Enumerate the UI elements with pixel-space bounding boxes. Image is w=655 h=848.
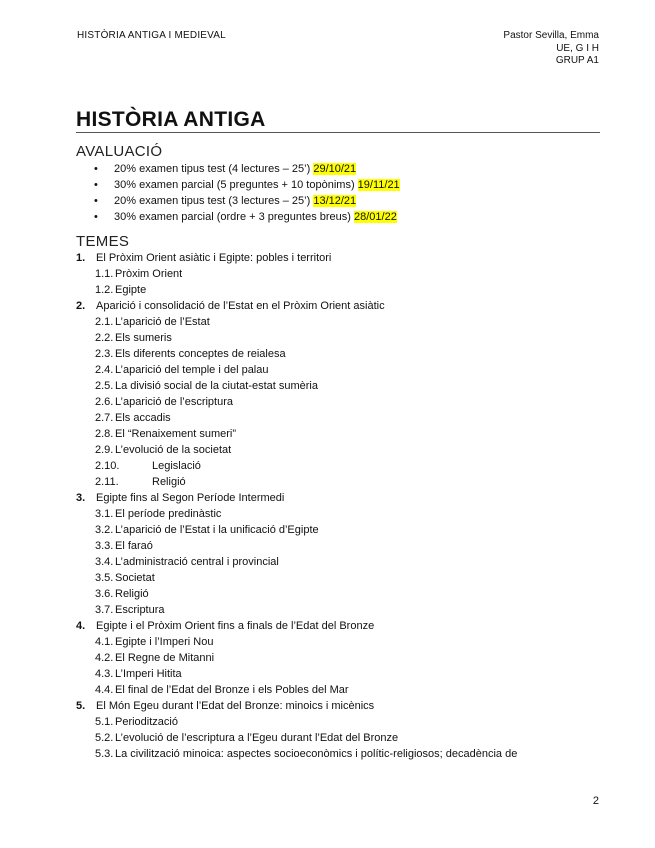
evaluation-item-date: 28/01/22 xyxy=(354,211,397,223)
subtopic-number: 2.9. xyxy=(95,444,114,456)
subtopic-text: L’evolució de l’escriptura a l’Egeu durant l’Edat del Bronze xyxy=(115,732,399,744)
subtopic-number: 3.6. xyxy=(95,588,114,600)
subtopic-number: 3.1. xyxy=(95,508,114,520)
subtopic-number: 3.3. xyxy=(95,540,114,552)
subtopic-text: L’administració central i provincial xyxy=(115,556,279,568)
topic-number: 3. xyxy=(76,492,86,504)
subtopic-text: El Regne de Mitanni xyxy=(115,652,215,664)
subtopic-text: Els sumeris xyxy=(115,332,172,344)
subtopic-text: Religió xyxy=(152,476,186,488)
subtopic-number: 2.11. xyxy=(95,476,119,488)
subtopic-text: L’aparició de l’escriptura xyxy=(115,396,234,408)
subtopic-text: Societat xyxy=(115,572,155,584)
subtopic-number: 3.4. xyxy=(95,556,114,568)
subtopic-number: 1.2. xyxy=(95,284,114,296)
subtopic-text: Pròxim Orient xyxy=(115,268,183,280)
subtopic-text: Egipte xyxy=(115,284,147,296)
subtopic-text: L’aparició del temple i del palau xyxy=(115,364,269,376)
subtopic-number: 2.7. xyxy=(95,412,114,424)
subtopic-number: 5.1. xyxy=(95,716,114,728)
subtopic-text: Els diferents conceptes de reialesa xyxy=(115,348,286,360)
bullet-icon: • xyxy=(94,179,98,191)
subtopic-text: El “Renaixement sumeri” xyxy=(115,428,237,440)
subtopic-text: Religió xyxy=(115,588,149,600)
header-group-line: UE, G I H xyxy=(556,42,599,54)
header-course: HISTÒRIA ANTIGA I MEDIEVAL xyxy=(77,30,226,41)
header-class-line: GRUP A1 xyxy=(555,55,599,66)
subtopic-number: 4.3. xyxy=(95,668,114,680)
evaluation-item-date: 19/11/21 xyxy=(357,179,400,191)
subtopic-number: 2.1. xyxy=(95,316,114,328)
evaluation-item xyxy=(94,193,400,209)
subtopic-text: L’evolució de la societat xyxy=(115,444,232,456)
evaluation-item xyxy=(94,177,400,193)
bullet-icon: • xyxy=(94,195,98,207)
subtopic-text: Egipte i l’Imperi Nou xyxy=(115,636,214,648)
bullet-icon: • xyxy=(94,163,98,175)
evaluation-item-text: 20% examen tipus test (4 lectures – 25’) xyxy=(114,163,314,175)
header-author-block xyxy=(503,30,599,68)
page-number: 2 xyxy=(592,795,599,807)
page-title: HISTÒRIA ANTIGA xyxy=(76,108,266,131)
subtopic-text: La civilització minoica: aspectes socioeconòmics i polític-religiosos; decadència de xyxy=(115,748,518,760)
subtopic-text: Periodització xyxy=(115,716,178,728)
evaluation-item-text: 20% examen tipus test (3 lectures – 25’) xyxy=(114,195,314,207)
subtopic-text: El període predinàstic xyxy=(115,508,222,520)
evaluation-item xyxy=(94,161,400,177)
evaluation-item-text: 30% examen parcial (5 preguntes + 10 topònims) xyxy=(114,179,358,191)
topic-number: 5. xyxy=(76,700,86,712)
subtopic-number: 4.1. xyxy=(95,636,114,648)
subtopic-number: 3.7. xyxy=(95,604,114,616)
topic-title: Egipte fins al Segon Període Intermedi xyxy=(96,492,285,504)
subtopic-number: 2.6. xyxy=(95,396,114,408)
subtopic-number: 3.5. xyxy=(95,572,114,584)
topic-number: 2. xyxy=(76,300,86,312)
subtopic-number: 5.3. xyxy=(95,748,114,760)
subtopic-number: 2.8. xyxy=(95,428,114,440)
subtopic-text: El faraó xyxy=(115,540,153,552)
subtopic-number: 2.5. xyxy=(95,380,114,392)
topic-title: Aparició i consolidació de l’Estat en el Pròxim Orient asiàtic xyxy=(96,300,385,312)
subtopic-number: 4.4. xyxy=(95,684,114,696)
subtopic-text: La divisió social de la ciutat-estat sumèria xyxy=(115,380,318,392)
subtopic-text: L’aparició de l’Estat xyxy=(115,316,210,328)
subtopic-number: 5.2. xyxy=(95,732,114,744)
evaluation-heading: AVALUACIÓ xyxy=(76,143,163,160)
subtopic-text: Escriptura xyxy=(115,604,165,616)
topics-heading: TEMES xyxy=(76,233,130,250)
topic-title: El Món Egeu durant l’Edat del Bronze: minoics i micènics xyxy=(96,700,375,712)
subtopic-text: L’Imperi Hitita xyxy=(115,668,182,680)
evaluation-item-date: 29/10/21 xyxy=(313,163,357,175)
topic-title: El Pròxim Orient asiàtic i Egipte: pobles i territori xyxy=(96,252,332,264)
evaluation-item-text: 30% examen parcial (ordre + 3 preguntes breus) xyxy=(114,211,354,223)
topic-title: Egipte i el Pròxim Orient fins a finals de l’Edat del Bronze xyxy=(96,620,375,632)
subtopic-text: El final de l’Edat del Bronze i els Pobles del Mar xyxy=(115,684,349,696)
subtopic-text: L’aparició de l’Estat i la unificació d’Egipte xyxy=(115,524,319,536)
subtopic-number: 1.1. xyxy=(95,268,114,280)
subtopic-number: 2.2. xyxy=(95,332,114,344)
title-divider xyxy=(76,132,600,133)
subtopic-text: Legislació xyxy=(152,460,201,472)
subtopic-number: 3.2. xyxy=(95,524,114,536)
subtopic-text: Els accadis xyxy=(115,412,171,424)
header-author: Pastor Sevilla, Emma xyxy=(503,30,599,41)
subtopic-number: 2.4. xyxy=(95,364,114,376)
evaluation-item-date: 13/12/21 xyxy=(313,195,357,207)
subtopic-number: 4.2. xyxy=(95,652,114,664)
topic-number: 1. xyxy=(76,252,86,264)
subtopic-number: 2.3. xyxy=(95,348,114,360)
bullet-icon: • xyxy=(94,211,98,223)
subtopic-number: 2.10. xyxy=(95,460,120,472)
topic-number: 4. xyxy=(76,620,86,632)
evaluation-list xyxy=(94,161,400,225)
evaluation-item xyxy=(94,209,400,225)
